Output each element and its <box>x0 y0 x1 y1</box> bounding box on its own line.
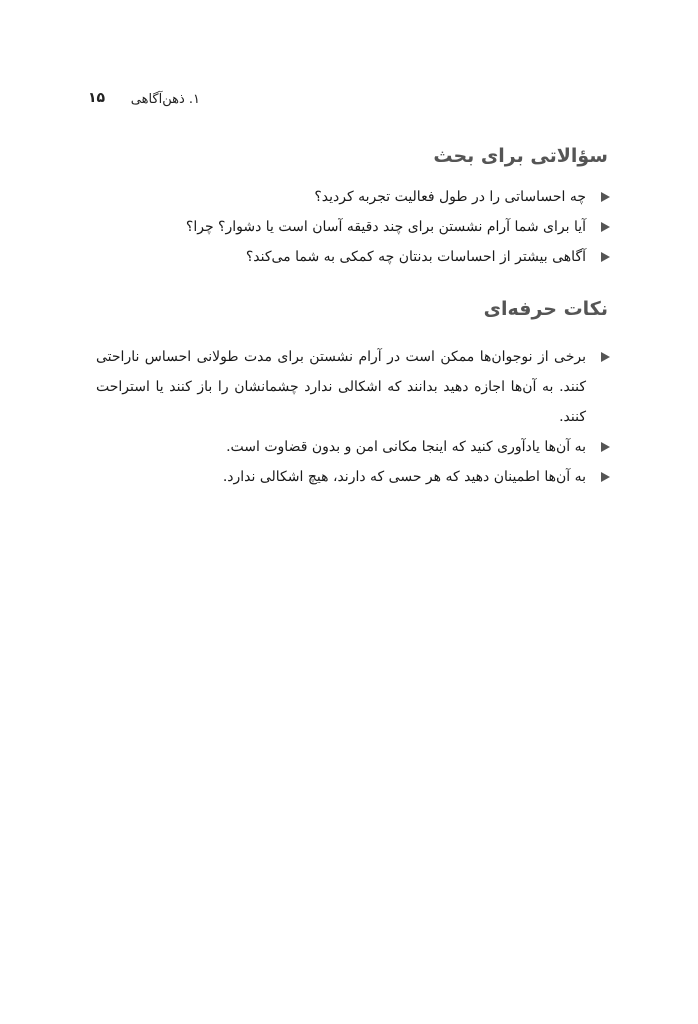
pro-tip-text: برخی از نوجوان‌ها ممکن است در آرام نشستن برای مدت طولانی احساس ناراحتی کنند. به آن‌ها اجازه دهید بدانند که اشکالی ندارد چشمانشان را باز کنند یا استراحت کنند. <box>96 349 586 425</box>
triangle-bullet-icon <box>601 472 610 482</box>
page-number: ۱۵ <box>88 90 106 106</box>
triangle-bullet-icon <box>601 442 610 452</box>
discussion-question-item <box>96 242 610 272</box>
triangle-bullet-icon <box>601 252 610 262</box>
discussion-question-text: آگاهی بیشتر از احساسات بدنتان چه کمکی به شما می‌کند؟ <box>245 249 586 265</box>
running-head-chapter: ۱. ذهن‌آگاهی <box>130 92 200 107</box>
discussion-questions-heading: سؤالاتی برای بحث <box>433 145 608 167</box>
pro-tip-item <box>96 432 610 462</box>
discussion-question-text: چه احساساتی را در طول فعالیت تجربه کردید؟ <box>314 189 586 205</box>
pro-tip-text: به آن‌ها اطمینان دهید که هر حسی که دارند، هیچ اشکالی ندارد. <box>222 469 586 485</box>
triangle-bullet-icon <box>601 192 610 202</box>
pro-tip-item <box>96 462 610 492</box>
pro-tip-text: به آن‌ها یادآوری کنید که اینجا مکانی امن و بدون قضاوت است. <box>226 439 586 455</box>
pro-tips-heading: نکات حرفه‌ای <box>483 298 608 320</box>
triangle-bullet-icon <box>601 352 610 362</box>
triangle-bullet-icon <box>601 222 610 232</box>
discussion-questions-list <box>96 182 610 272</box>
discussion-question-item <box>96 212 610 242</box>
pro-tip-item <box>96 342 610 432</box>
pro-tips-list <box>96 342 610 492</box>
discussion-question-item <box>96 182 610 212</box>
discussion-question-text: آیا برای شما آرام نشستن برای چند دقیقه آسان است یا دشوار؟ چرا؟ <box>185 219 586 235</box>
